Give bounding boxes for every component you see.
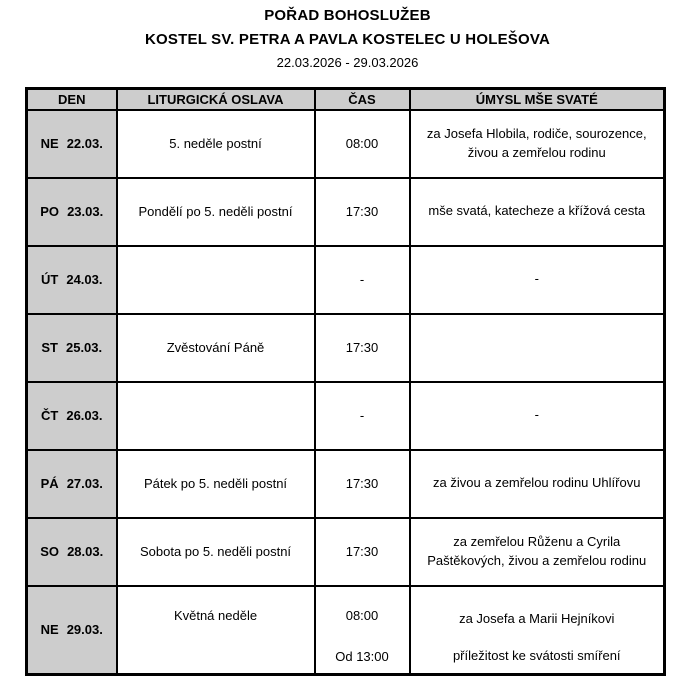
celebration-text: Pondělí po 5. neděli postní xyxy=(138,204,293,219)
day-date: 27.03. xyxy=(66,476,103,491)
intention-cell xyxy=(410,450,665,518)
table-row xyxy=(27,178,665,246)
intention-text: za zemřelou Růženu a Cyrila Paštěkových, živou a zemřelou rodinu xyxy=(427,533,647,568)
intention-text: - xyxy=(534,407,539,423)
day-cell xyxy=(27,450,117,518)
celebration-cell xyxy=(117,518,315,586)
intention-text: za živou a zemřelou rodinu Uhlířovu xyxy=(433,475,641,491)
day-cell xyxy=(27,382,117,450)
intention-cell xyxy=(410,314,665,382)
time-cell xyxy=(315,450,410,518)
celebration-text: Sobota po 5. neděli postní xyxy=(139,544,292,559)
celebration-text: Pátek po 5. neděli postní xyxy=(143,476,288,491)
celebration-cell xyxy=(117,178,315,246)
intention-cell xyxy=(410,518,665,586)
day-cell xyxy=(27,314,117,382)
intention-cell xyxy=(410,382,665,450)
table-header-row xyxy=(27,89,665,110)
intention-cell xyxy=(410,110,665,178)
day-abbrev: ÚT xyxy=(41,272,59,287)
day-cell xyxy=(27,586,117,675)
time-text: - xyxy=(359,408,365,423)
celebration-cell xyxy=(117,246,315,314)
celebration-cell xyxy=(117,314,315,382)
time-text: 08:00 xyxy=(345,136,379,151)
day-date: 26.03. xyxy=(66,408,103,423)
table-row xyxy=(27,314,665,382)
time-cell xyxy=(315,110,410,178)
intention-text: za Josefa a Marii Hejníkovi xyxy=(459,610,615,626)
celebration-cell xyxy=(117,382,315,450)
day-cell xyxy=(27,178,117,246)
celebration-cell xyxy=(117,586,315,675)
day-abbrev: PÁ xyxy=(40,476,59,491)
schedule-body xyxy=(27,110,665,675)
day-abbrev: NE xyxy=(40,136,59,151)
time-cell xyxy=(315,382,410,450)
time-text: 17:30 xyxy=(345,544,379,559)
day-abbrev: SO xyxy=(40,544,60,559)
time-text: 17:30 xyxy=(345,340,379,355)
day-abbrev: ČT xyxy=(41,408,59,423)
column-header-day: DEN xyxy=(27,89,117,110)
day-abbrev: NE xyxy=(40,622,59,637)
celebration-cell xyxy=(117,110,315,178)
intention-text: za Josefa Hlobila, rodiče, sourozence, živou a zemřelou rodinu xyxy=(426,125,647,160)
page-subtitle: KOSTEL SV. PETRA A PAVLA KOSTELEC U HOLEŠOVA xyxy=(145,31,550,48)
day-cell xyxy=(27,518,117,586)
table-row xyxy=(27,246,665,314)
intention-text: mše svatá, katecheze a křížová cesta xyxy=(428,203,646,219)
day-date: 23.03. xyxy=(67,204,104,219)
time-text: 17:30 xyxy=(345,204,379,219)
day-date: 28.03. xyxy=(67,544,104,559)
celebration-cell xyxy=(117,450,315,518)
celebration-text: 5. neděle postní xyxy=(169,136,262,151)
time-cell xyxy=(315,314,410,382)
time-text: 17:30 xyxy=(345,476,379,491)
intention-cell xyxy=(410,586,665,675)
day-date: 22.03. xyxy=(66,136,103,151)
intention-text: - xyxy=(534,271,539,287)
time-text: 08:00 xyxy=(345,607,379,623)
table-row xyxy=(27,518,665,586)
day-abbrev: PO xyxy=(40,204,60,219)
time-text: Od 13:00 xyxy=(335,648,389,664)
time-cell xyxy=(315,586,410,675)
day-cell xyxy=(27,110,117,178)
column-header-time: ČAS xyxy=(315,89,410,110)
intention-cell xyxy=(410,246,665,314)
time-cell xyxy=(315,246,410,314)
page-title: POŘAD BOHOSLUŽEB xyxy=(264,7,431,24)
day-date: 29.03. xyxy=(66,622,103,637)
day-date: 25.03. xyxy=(65,340,103,355)
service-schedule-table xyxy=(25,87,666,676)
table-row xyxy=(27,110,665,178)
intention-text: příležitost ke svátosti smíření xyxy=(452,647,621,663)
celebration-text: Zvěstování Páně xyxy=(166,340,265,355)
date-range: 22.03.2026 - 29.03.2026 xyxy=(276,55,419,70)
document-header xyxy=(0,0,695,70)
day-date: 24.03. xyxy=(66,272,103,287)
column-header-intention: ÚMYSL MŠE SVATÉ xyxy=(410,89,665,110)
time-stack xyxy=(318,587,407,669)
intention-cell xyxy=(410,178,665,246)
day-cell xyxy=(27,246,117,314)
time-cell xyxy=(315,178,410,246)
table-row xyxy=(27,586,665,675)
intention-stack xyxy=(423,589,652,671)
column-header-celebration: LITURGICKÁ OSLAVA xyxy=(117,89,315,110)
time-cell xyxy=(315,518,410,586)
day-abbrev: ST xyxy=(41,340,58,355)
celebration-text: Květná neděle xyxy=(173,607,258,623)
table-row xyxy=(27,450,665,518)
time-text: - xyxy=(359,272,365,287)
table-row xyxy=(27,382,665,450)
